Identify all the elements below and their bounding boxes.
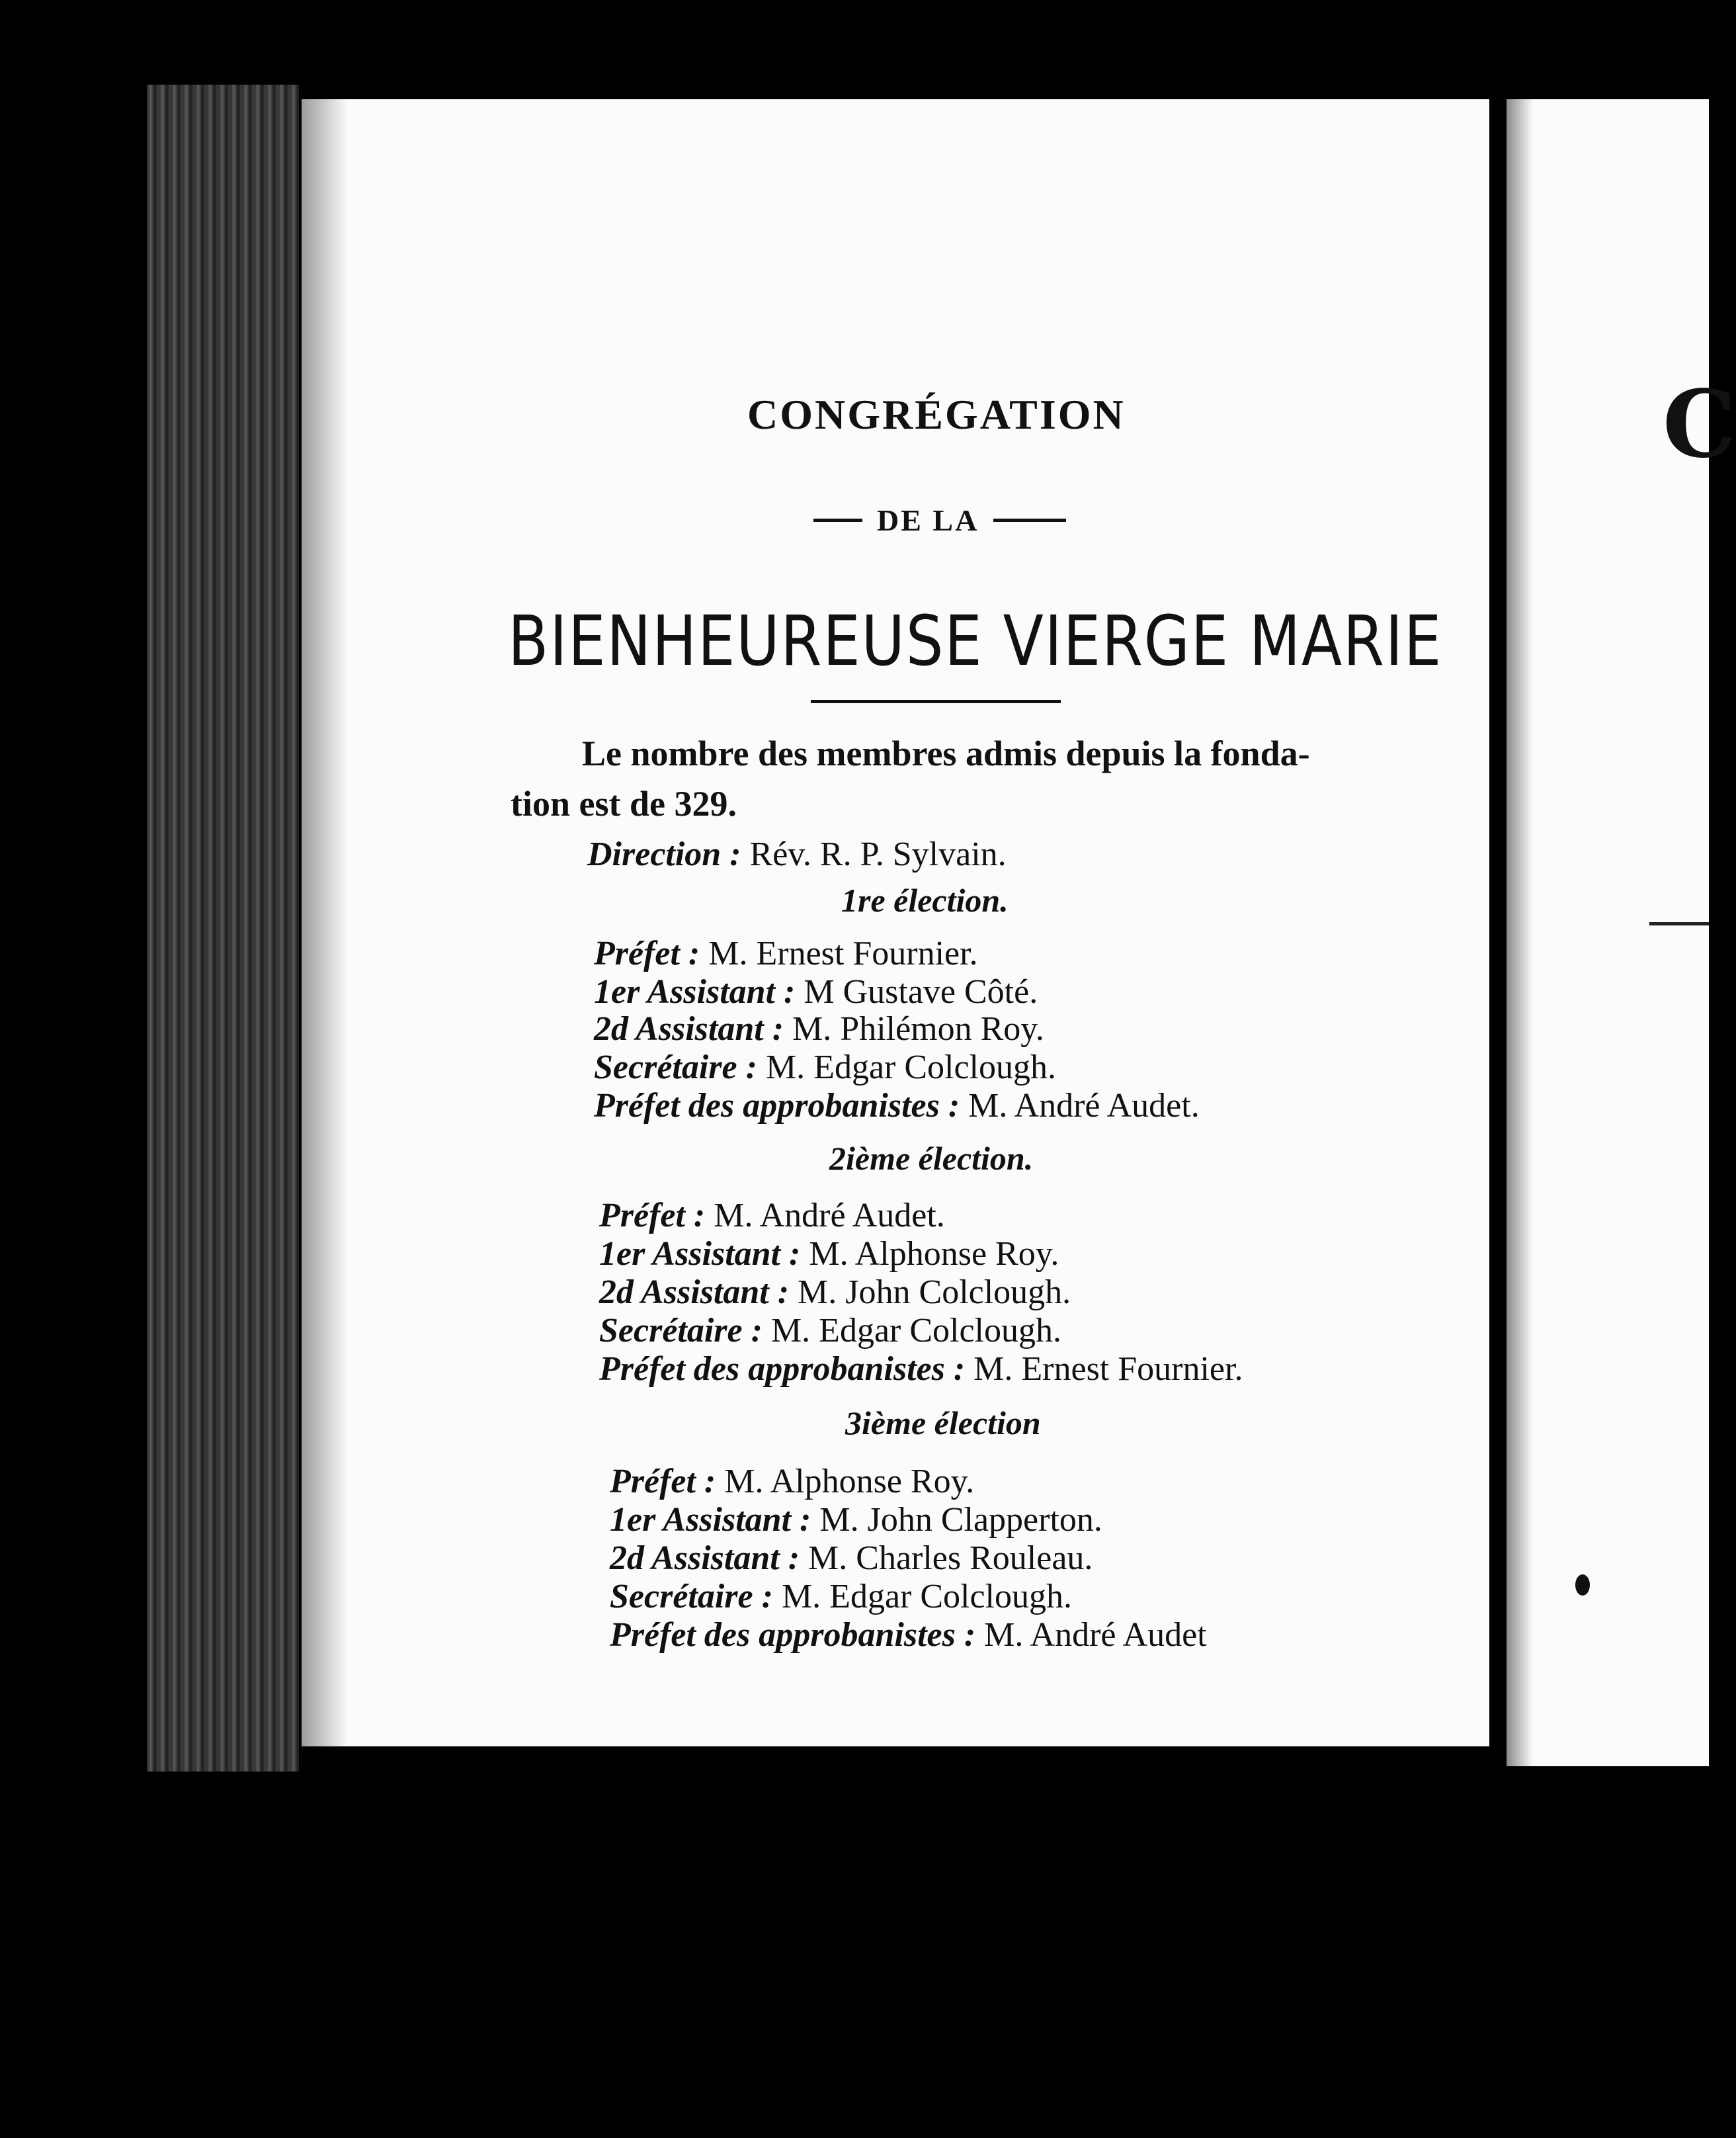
election-row [610, 1462, 974, 1501]
role-label: Préfet des approbanistes : [610, 1616, 976, 1654]
election-row [594, 1086, 1200, 1125]
member-name: M. Edgar Colclough. [765, 1048, 1056, 1086]
intro-line-2: tion est de 329. [511, 784, 737, 824]
member-name: M. Charles Rouleau. [808, 1539, 1093, 1577]
election-row [599, 1234, 1059, 1273]
title-rule [811, 700, 1061, 703]
election-row [594, 972, 1038, 1011]
election-2-heading: 2ième élection. [829, 1140, 1034, 1177]
member-name: M. Ernest Fournier. [708, 935, 978, 972]
member-name: M. Alphonse Roy. [809, 1235, 1059, 1273]
role-label: Préfet des approbanistes : [594, 1087, 960, 1125]
member-name: M. Edgar Colclough. [770, 1312, 1061, 1349]
member-name: M. Ernest Fournier. [973, 1350, 1243, 1388]
member-name: M Gustave Côté. [804, 973, 1038, 1011]
member-name: M. André Audet. [968, 1087, 1200, 1125]
election-row [599, 1196, 945, 1235]
election-row [599, 1311, 1061, 1350]
intro-line-1: Le nombre des membres admis depuis la fonda- [582, 734, 1310, 773]
page-title: CONGRÉGATION [747, 391, 1126, 438]
election-row [610, 1539, 1093, 1578]
election-1-heading: 1re élection. [841, 882, 1009, 919]
role-label: Secrétaire : [599, 1312, 763, 1349]
member-name: M. André Audet. [714, 1197, 945, 1234]
election-row [599, 1349, 1243, 1389]
election-row [610, 1615, 1207, 1654]
member-name: M. Philémon Roy. [792, 1010, 1044, 1048]
role-label: Préfet des approbanistes : [599, 1350, 966, 1388]
election-3-heading: 3ième élection [845, 1404, 1041, 1441]
page-subtitle: DE LA [877, 503, 979, 537]
role-label: Préfet : [599, 1197, 706, 1234]
election-row [594, 934, 978, 973]
role-label: Secrétaire : [610, 1578, 773, 1615]
member-name: M. John Clapperton. [819, 1501, 1102, 1539]
role-label: Secrétaire : [594, 1048, 757, 1086]
election-row [599, 1273, 1071, 1312]
subtitle-row [813, 503, 1066, 538]
role-label: 1er Assistant : [610, 1501, 811, 1539]
direction-row [587, 835, 1007, 874]
role-label: 2d Assistant : [610, 1539, 800, 1577]
role-label: Préfet : [594, 935, 700, 972]
subtitle-dash-left [813, 519, 862, 522]
member-name: M. André Audet [984, 1616, 1207, 1654]
subtitle-dash-right [993, 519, 1066, 522]
role-label: 2d Assistant : [594, 1010, 784, 1048]
member-name: M. John Colclough. [798, 1273, 1071, 1311]
role-label: 2d Assistant : [599, 1273, 790, 1311]
role-label: 1er Assistant : [599, 1235, 801, 1273]
direction-value: Rév. R. P. Sylvain. [749, 835, 1007, 873]
role-label: 1er Assistant : [594, 973, 796, 1011]
main-title: BIENHEUREUSE VIERGE MARIE [508, 601, 1443, 681]
election-row [610, 1500, 1102, 1539]
member-name: M. Edgar Colclough. [781, 1578, 1072, 1615]
direction-label: Direction : [587, 835, 741, 873]
facing-page-letter: C [1663, 370, 1736, 479]
election-row [594, 1048, 1056, 1087]
member-name: M. Alphonse Roy. [724, 1463, 975, 1500]
election-row [594, 1009, 1044, 1048]
election-row [610, 1577, 1072, 1616]
role-label: Préfet : [610, 1463, 716, 1500]
